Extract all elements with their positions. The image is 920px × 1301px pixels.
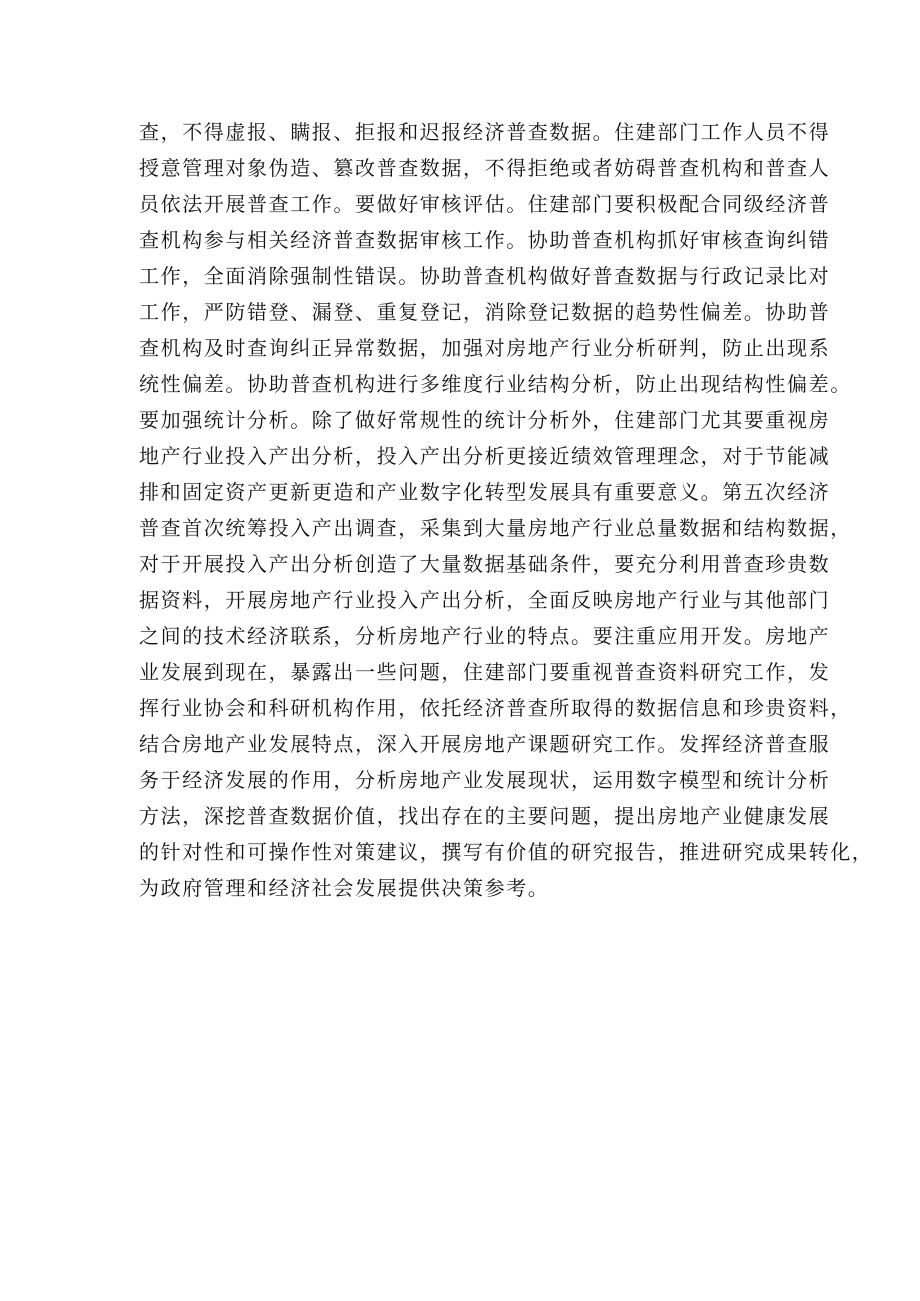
text-line: 对于开展投入产出分析创造了大量数据基础条件，要充分利用普查珍贵数 [139,552,831,576]
text-line: 授意管理对象伪造、篡改普查数据，不得拒绝或者妨碍普查机构和普查人 [139,156,831,180]
text-line: 方法，深挖普查数据价值，找出存在的主要问题，提出房地产业健康发展 [139,804,831,828]
text-line: 查，不得虚报、瞒报、拒报和迟报经济普查数据。住建部门工作人员不得 [139,120,831,144]
text-line: 结合房地产业发展特点，深入开展房地产课题研究工作。发挥经济普查服 [139,732,831,756]
text-line: 工作，严防错登、漏登、重复登记，消除登记数据的趋势性偏差。协助普 [139,300,831,324]
text-line: 的针对性和可操作性对策建议，撰写有价值的研究报告，推进研究成果转化， [139,840,874,864]
text-line: 查机构参与相关经济普查数据审核工作。协助普查机构抓好审核查询纠错 [139,228,831,252]
text-line: 务于经济发展的作用，分析房地产业发展现状，运用数字模型和统计分析 [139,768,831,792]
text-line: 查机构及时查询纠正异常数据，加强对房地产行业分析研判，防止出现系 [139,336,831,360]
text-line: 工作，全面消除强制性错误。协助普查机构做好普查数据与行政记录比对 [139,264,831,288]
text-line: 排和固定资产更新更造和产业数字化转型发展具有重要意义。第五次经济 [139,480,831,504]
text-line: 员依法开展普查工作。要做好审核评估。住建部门要积极配合同级经济普 [139,192,831,216]
text-line: 要加强统计分析。除了做好常规性的统计分析外，住建部门尤其要重视房 [139,408,831,432]
body-paragraph [139,114,874,906]
text-line: 统性偏差。协助普查机构进行多维度行业结构分析，防止出现结构性偏差。 [139,372,852,396]
text-line: 业发展到现在，暴露出一些问题，住建部门要重视普查资料研究工作，发 [139,660,831,684]
text-line: 为政府管理和经济社会发展提供决策参考。 [139,876,550,900]
text-line: 挥行业协会和科研机构作用，依托经济普查所取得的数据信息和珍贵资料， [139,696,852,720]
text-line: 普查首次统筹投入产出调查，采集到大量房地产行业总量数据和结构数据， [139,516,852,540]
text-line: 之间的技术经济联系，分析房地产行业的特点。要注重应用开发。房地产 [139,624,831,648]
text-line: 地产行业投入产出分析，投入产出分析更接近绩效管理理念，对于节能减 [139,444,831,468]
text-line: 据资料，开展房地产行业投入产出分析，全面反映房地产行业与其他部门 [139,588,831,612]
